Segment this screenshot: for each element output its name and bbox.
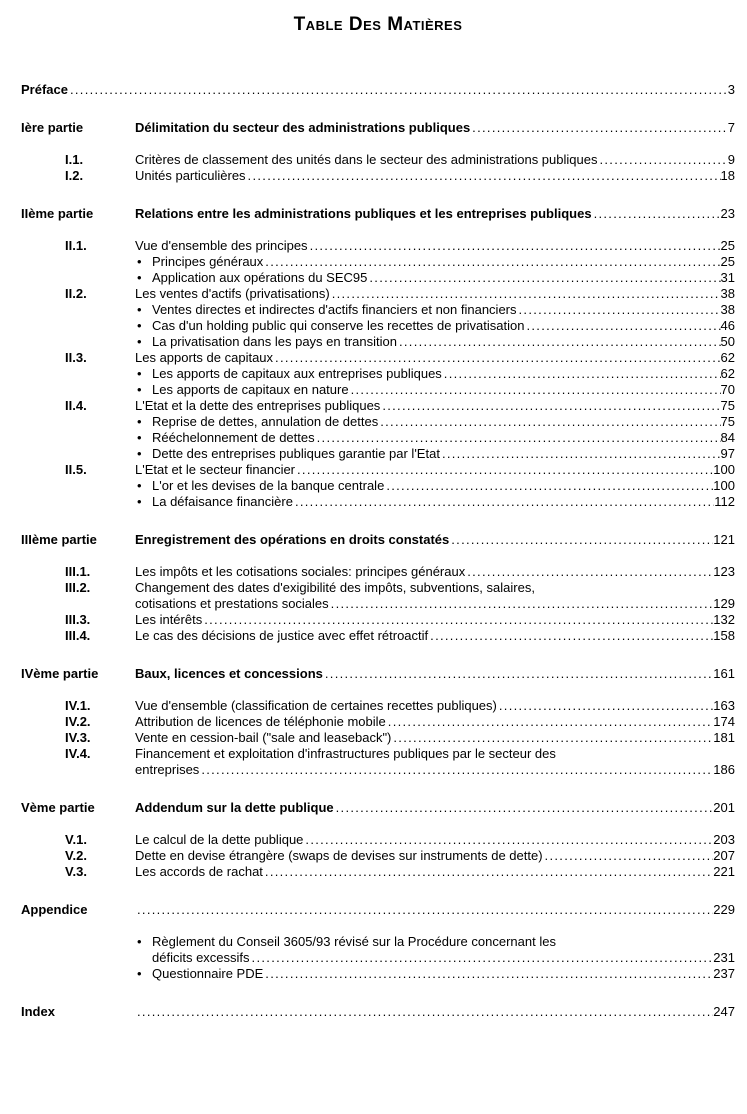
leader-dots bbox=[380, 414, 720, 430]
entry-title: Critères de classement des unités dans le secteur des administrations publiques bbox=[135, 152, 598, 167]
bullet-icon: • bbox=[137, 478, 142, 493]
toc-line bbox=[21, 966, 735, 982]
toc-entry bbox=[21, 286, 735, 302]
entry-label: IV.3. bbox=[65, 730, 91, 745]
toc-entry bbox=[21, 628, 735, 644]
leader-dots bbox=[325, 666, 713, 682]
toc-entry bbox=[21, 334, 735, 350]
toc-entry bbox=[21, 494, 735, 510]
toc-entry bbox=[21, 564, 735, 580]
entry-title: Rééchelonnement de dettes bbox=[152, 430, 315, 445]
leader-dots bbox=[388, 714, 714, 730]
entry-title: Addendum sur la dette publique bbox=[135, 800, 334, 815]
toc-entry bbox=[21, 366, 735, 382]
entry-title: Dette en devise étrangère (swaps de devises sur instruments de dette) bbox=[135, 848, 543, 863]
toc-entry bbox=[21, 254, 735, 270]
toc-entries bbox=[21, 82, 735, 1020]
entry-title: Attribution de licences de téléphonie mobile bbox=[135, 714, 386, 729]
entry-title: Les accords de rachat bbox=[135, 864, 263, 879]
toc-line bbox=[21, 864, 735, 880]
toc-entry bbox=[21, 206, 735, 222]
entry-title: Financement et exploitation d'infrastructures publiques par le secteur des bbox=[135, 746, 556, 761]
page-number: 181 bbox=[713, 730, 735, 745]
toc-line bbox=[21, 532, 735, 548]
leader-dots bbox=[336, 800, 714, 816]
page-number: 201 bbox=[713, 800, 735, 815]
page-number: 158 bbox=[713, 628, 735, 643]
toc-line bbox=[21, 746, 735, 762]
bullet-icon: • bbox=[137, 318, 142, 333]
toc-entry bbox=[21, 462, 735, 478]
entry-title: Délimitation du secteur des administrations publiques bbox=[135, 120, 471, 135]
entry-title: La privatisation dans les pays en transition bbox=[152, 334, 397, 349]
bullet-icon: • bbox=[137, 270, 142, 285]
leader-dots bbox=[204, 612, 713, 628]
toc-entry bbox=[21, 446, 735, 462]
entry-title: Le calcul de la dette publique bbox=[135, 832, 304, 847]
toc-line bbox=[21, 714, 735, 730]
leader-dots bbox=[430, 628, 713, 644]
toc-entry bbox=[21, 168, 735, 184]
page-number: 237 bbox=[713, 966, 735, 981]
entry-label: V.3. bbox=[65, 864, 87, 879]
page-number: 231 bbox=[713, 950, 735, 965]
toc-line bbox=[21, 398, 735, 414]
document-title: Table Des Matières bbox=[293, 14, 463, 35]
entry-title-continued: entreprises bbox=[135, 762, 200, 777]
toc-line bbox=[21, 1004, 735, 1020]
entry-title: L'Etat et le secteur financier bbox=[135, 462, 296, 477]
page-number: 25 bbox=[720, 254, 735, 269]
page-number: 7 bbox=[727, 120, 735, 135]
toc-entry bbox=[21, 832, 735, 848]
page-number: 46 bbox=[720, 318, 735, 333]
page-number: 62 bbox=[720, 350, 735, 365]
entry-title: Baux, licences et concessions bbox=[135, 666, 323, 681]
bullet-icon: • bbox=[137, 254, 142, 269]
toc-line bbox=[21, 934, 735, 950]
leader-dots bbox=[295, 494, 714, 510]
toc-line-continued bbox=[21, 950, 735, 966]
page-number: 62 bbox=[720, 366, 735, 381]
toc-entry bbox=[21, 934, 735, 966]
toc-entry bbox=[21, 82, 735, 98]
toc-line bbox=[21, 462, 735, 478]
entry-label: Ière partie bbox=[21, 120, 84, 135]
toc-entry bbox=[21, 532, 735, 548]
page-number: 247 bbox=[713, 1004, 735, 1019]
toc-line bbox=[21, 302, 735, 318]
entry-title: Le cas des décisions de justice avec effet rétroactif bbox=[135, 628, 429, 643]
leader-dots bbox=[442, 446, 721, 462]
toc-entry bbox=[21, 746, 735, 778]
leader-dots bbox=[444, 366, 721, 382]
leader-dots bbox=[382, 398, 720, 414]
page-number: 23 bbox=[720, 206, 735, 221]
leader-dots bbox=[137, 902, 713, 918]
bullet-icon: • bbox=[137, 446, 142, 461]
entry-title: Vue d'ensemble (classification de certaines recettes publiques) bbox=[135, 698, 497, 713]
entry-title: Reprise de dettes, annulation de dettes bbox=[152, 414, 379, 429]
leader-dots bbox=[70, 82, 728, 98]
leader-dots bbox=[451, 532, 713, 548]
toc-entry bbox=[21, 430, 735, 446]
entry-title: Les intérêts bbox=[135, 612, 203, 627]
page-number: 9 bbox=[727, 152, 735, 167]
entry-label: II.4. bbox=[65, 398, 87, 413]
entry-title: Règlement du Conseil 3605/93 révisé sur la Procédure concernant les bbox=[152, 934, 556, 949]
page-number: 70 bbox=[720, 382, 735, 397]
toc-line bbox=[21, 334, 735, 350]
leader-dots bbox=[332, 286, 721, 302]
bullet-icon: • bbox=[137, 934, 142, 949]
leader-dots bbox=[248, 168, 721, 184]
page-number: 132 bbox=[713, 612, 735, 627]
page-number: 25 bbox=[720, 238, 735, 253]
entry-label: I.1. bbox=[65, 152, 84, 167]
toc-line bbox=[21, 270, 735, 286]
bullet-icon: • bbox=[137, 366, 142, 381]
toc-line bbox=[21, 628, 735, 644]
toc-line-continued bbox=[21, 596, 735, 612]
leader-dots bbox=[331, 596, 714, 612]
toc-line bbox=[21, 366, 735, 382]
page-number: 50 bbox=[720, 334, 735, 349]
toc-line bbox=[21, 446, 735, 462]
toc-line bbox=[21, 800, 735, 816]
entry-title: Dette des entreprises publiques garantie par l'Etat bbox=[152, 446, 440, 461]
toc-entry bbox=[21, 698, 735, 714]
page-number: 161 bbox=[713, 666, 735, 681]
entry-label: I.2. bbox=[65, 168, 84, 183]
toc-line bbox=[21, 152, 735, 168]
page-number: 123 bbox=[713, 564, 735, 579]
entry-title: L'Etat et la dette des entreprises publiques bbox=[135, 398, 381, 413]
page-number: 186 bbox=[713, 762, 735, 777]
entry-title: Enregistrement des opérations en droits constatés bbox=[135, 532, 450, 547]
entry-label: V.1. bbox=[65, 832, 87, 847]
leader-dots bbox=[594, 206, 721, 222]
toc-entry bbox=[21, 382, 735, 398]
toc-entry bbox=[21, 848, 735, 864]
toc-line bbox=[21, 382, 735, 398]
toc-entry bbox=[21, 270, 735, 286]
entry-label: III.3. bbox=[65, 612, 91, 627]
entry-title: Les impôts et les cotisations sociales: principes généraux bbox=[135, 564, 466, 579]
entry-title: Questionnaire PDE bbox=[152, 966, 264, 981]
entry-label: II.5. bbox=[65, 462, 87, 477]
leader-dots bbox=[545, 848, 714, 864]
entry-title: La défaisance financière bbox=[152, 494, 293, 509]
page-number: 221 bbox=[713, 864, 735, 879]
leader-dots bbox=[399, 334, 721, 350]
leader-dots bbox=[472, 120, 728, 136]
leader-dots bbox=[351, 382, 721, 398]
entry-label: Préface bbox=[21, 82, 68, 97]
toc-line bbox=[21, 848, 735, 864]
toc-line-continued bbox=[21, 762, 735, 778]
toc-line bbox=[21, 902, 735, 918]
entry-label: III.4. bbox=[65, 628, 91, 643]
bullet-icon: • bbox=[137, 966, 142, 981]
toc-line bbox=[21, 286, 735, 302]
bullet-icon: • bbox=[137, 494, 142, 509]
entry-label: IIIème partie bbox=[21, 532, 97, 547]
toc-line bbox=[21, 730, 735, 746]
entry-title: Ventes directes et indirectes d'actifs financiers et non financiers bbox=[152, 302, 517, 317]
entry-title: Vente en cession-bail ("sale and leaseback") bbox=[135, 730, 392, 745]
entry-label: IV.4. bbox=[65, 746, 91, 761]
entry-title: L'or et les devises de la banque centrale bbox=[152, 478, 385, 493]
leader-dots bbox=[369, 270, 720, 286]
leader-dots bbox=[386, 478, 713, 494]
leader-dots bbox=[305, 832, 713, 848]
toc-entry bbox=[21, 398, 735, 414]
toc-entry bbox=[21, 902, 735, 918]
page-number: 31 bbox=[720, 270, 735, 285]
toc-entry bbox=[21, 318, 735, 334]
leader-dots bbox=[526, 318, 720, 334]
page-number: 38 bbox=[720, 286, 735, 301]
toc-entry bbox=[21, 730, 735, 746]
page-number: 129 bbox=[713, 596, 735, 611]
leader-dots bbox=[499, 698, 713, 714]
leader-dots bbox=[310, 238, 721, 254]
entry-title: Relations entre les administrations publiques et les entreprises publiques bbox=[135, 206, 592, 221]
page-number: 3 bbox=[727, 82, 735, 97]
bullet-icon: • bbox=[137, 334, 142, 349]
entry-title: Changement des dates d'exigibilité des impôts, subventions, salaires, bbox=[135, 580, 535, 595]
leader-dots bbox=[317, 430, 721, 446]
entry-title-continued: déficits excessifs bbox=[152, 950, 250, 965]
entry-title: Les ventes d'actifs (privatisations) bbox=[135, 286, 330, 301]
leader-dots bbox=[275, 350, 720, 366]
toc-line bbox=[21, 414, 735, 430]
toc-line bbox=[21, 120, 735, 136]
entry-label: IV.1. bbox=[65, 698, 91, 713]
page-number: 207 bbox=[713, 848, 735, 863]
entry-label: IV.2. bbox=[65, 714, 91, 729]
entry-title: Cas d'un holding public qui conserve les recettes de privatisation bbox=[152, 318, 525, 333]
toc-entry bbox=[21, 864, 735, 880]
entry-title: Les apports de capitaux bbox=[135, 350, 274, 365]
leader-dots bbox=[265, 966, 713, 982]
toc-entry bbox=[21, 800, 735, 816]
page-number: 18 bbox=[720, 168, 735, 183]
page-number: 229 bbox=[713, 902, 735, 917]
toc-line bbox=[21, 832, 735, 848]
entry-label: III.1. bbox=[65, 564, 91, 579]
entry-title: Vue d'ensemble des principes bbox=[135, 238, 308, 253]
toc-line bbox=[21, 494, 735, 510]
bullet-icon: • bbox=[137, 302, 142, 317]
toc-line bbox=[21, 82, 735, 98]
leader-dots bbox=[265, 254, 720, 270]
toc-entry bbox=[21, 478, 735, 494]
toc-entry bbox=[21, 1004, 735, 1020]
entry-label: V.2. bbox=[65, 848, 87, 863]
entry-title: Application aux opérations du SEC95 bbox=[152, 270, 368, 285]
toc-entry bbox=[21, 414, 735, 430]
entry-label: II.1. bbox=[65, 238, 87, 253]
toc-entry bbox=[21, 966, 735, 982]
toc-entry bbox=[21, 666, 735, 682]
bullet-icon: • bbox=[137, 430, 142, 445]
toc-entry bbox=[21, 350, 735, 366]
page-number: 97 bbox=[720, 446, 735, 461]
bullet-icon: • bbox=[137, 414, 142, 429]
toc-line bbox=[21, 318, 735, 334]
leader-dots bbox=[467, 564, 713, 580]
page-number: 75 bbox=[720, 398, 735, 413]
toc-line bbox=[21, 612, 735, 628]
entry-label: IIème partie bbox=[21, 206, 94, 221]
page-number: 100 bbox=[713, 478, 735, 493]
toc-entry bbox=[21, 612, 735, 628]
toc-line bbox=[21, 564, 735, 580]
toc-entry bbox=[21, 714, 735, 730]
bullet-icon: • bbox=[137, 382, 142, 397]
toc-line bbox=[21, 580, 735, 596]
page-number: 163 bbox=[713, 698, 735, 713]
toc-line bbox=[21, 350, 735, 366]
toc-line bbox=[21, 430, 735, 446]
page-number: 174 bbox=[713, 714, 735, 729]
toc-line bbox=[21, 478, 735, 494]
toc-line bbox=[21, 254, 735, 270]
leader-dots bbox=[252, 950, 714, 966]
leader-dots bbox=[393, 730, 713, 746]
toc-line bbox=[21, 666, 735, 682]
toc-entry bbox=[21, 120, 735, 136]
toc-line bbox=[21, 238, 735, 254]
toc-line bbox=[21, 168, 735, 184]
page-number: 112 bbox=[714, 494, 735, 509]
page-number: 38 bbox=[720, 302, 735, 317]
entry-label: II.2. bbox=[65, 286, 87, 301]
entry-title-continued: cotisations et prestations sociales bbox=[135, 596, 329, 611]
toc-entry bbox=[21, 238, 735, 254]
page-number: 203 bbox=[713, 832, 735, 847]
page-number: 75 bbox=[720, 414, 735, 429]
entry-label: IVème partie bbox=[21, 666, 99, 681]
toc-entry bbox=[21, 152, 735, 168]
entry-title: Unités particulières bbox=[135, 168, 246, 183]
entry-label: II.3. bbox=[65, 350, 87, 365]
page-number: 121 bbox=[713, 532, 735, 547]
leader-dots bbox=[297, 462, 713, 478]
entry-title: Les apports de capitaux en nature bbox=[152, 382, 349, 397]
leader-dots bbox=[519, 302, 721, 318]
leader-dots bbox=[599, 152, 727, 168]
toc-entry bbox=[21, 302, 735, 318]
page-number: 100 bbox=[713, 462, 735, 477]
entry-label: Appendice bbox=[21, 902, 88, 917]
entry-title: Principes généraux bbox=[152, 254, 264, 269]
entry-label: Index bbox=[21, 1004, 55, 1019]
toc-line bbox=[21, 698, 735, 714]
entry-label: Vème partie bbox=[21, 800, 95, 815]
page-number: 84 bbox=[720, 430, 735, 445]
toc-line bbox=[21, 206, 735, 222]
leader-dots bbox=[201, 762, 713, 778]
toc-entry bbox=[21, 580, 735, 612]
leader-dots bbox=[265, 864, 713, 880]
entry-title: Les apports de capitaux aux entreprises publiques bbox=[152, 366, 442, 381]
leader-dots bbox=[137, 1004, 713, 1020]
entry-label: III.2. bbox=[65, 580, 91, 595]
